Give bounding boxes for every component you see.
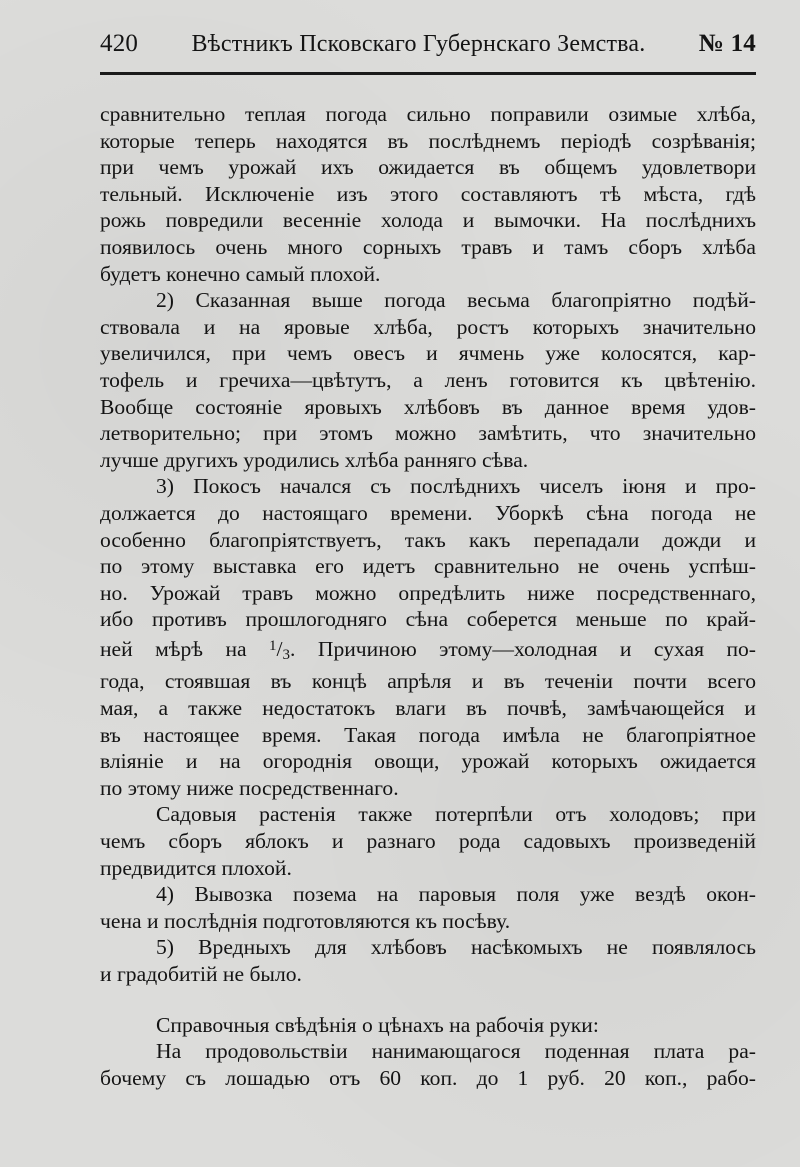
text-line: рожь повредили весенніе холода и вымочки. На послѣднихъ [100, 208, 756, 233]
text-line: тофель и гречиха—цвѣтутъ, а ленъ готовится къ цвѣтенію. [100, 367, 756, 392]
text-line: чемъ сборъ яблокъ и разнаго рода садовыхъ произведеній [100, 829, 756, 854]
running-header [100, 30, 756, 70]
text-line: 3) Покосъ начался съ послѣднихъ чиселъ іюня и про- [156, 474, 756, 499]
page [100, 30, 756, 1091]
text-line: чена и послѣднія подготовляются къ посѣву. [100, 908, 511, 933]
text-line: при чемъ урожай ихъ ожидается въ общемъ удовлетвори [100, 155, 756, 180]
text-line: Садовыя растенія также потерпѣли отъ холодовъ; при [156, 802, 756, 827]
text-line: Вообще состояніе яровыхъ хлѣбовъ въ данное время удов- [100, 394, 756, 419]
text-line: 5) Вредныхъ для хлѣбовъ насѣкомыхъ не появлялось [156, 935, 756, 960]
text-line: будетъ конечно самый плохой. [100, 261, 381, 286]
text-line: летворительно; при этомъ можно замѣтить, что значительно [100, 421, 756, 446]
body-text [100, 101, 756, 1091]
text-line: предвидится плохой. [100, 855, 292, 880]
journal-title: Вѣстникъ Псковскаго Губернскаго Земства. [191, 31, 646, 57]
issue-number: № 14 [698, 30, 756, 57]
text-line: 4) Вывозка позема на паровыя поля уже вездѣ окон- [156, 882, 756, 907]
text-line: по этому выставка его идетъ сравнительно не очень успѣш- [100, 554, 756, 579]
text-line: года, стоявшая въ концѣ апрѣля и въ теченіи почти всего [100, 669, 756, 694]
fraction-denominator: 3 [282, 646, 291, 663]
header-rule [100, 72, 756, 75]
text-line: тельный. Исключеніе изъ этого составляютъ тѣ мѣста, гдѣ [100, 181, 756, 206]
text-line: бочему съ лошадью отъ 60 коп. до 1 руб. 20 коп., рабо- [100, 1065, 756, 1090]
text-line: ибо противъ прошлогодняго сѣна соберется меньше по край- [100, 607, 756, 632]
text-line: 2) Сказанная выше погода весьма благопріятно подѣй- [156, 288, 756, 313]
text-line: сравнительно теплая погода сильно поправили озимые хлѣба, [100, 102, 756, 126]
text-fragment: ней мѣрѣ на [100, 636, 270, 661]
text-line: должается до настоящаго времени. Уборкѣ сѣна погода не [100, 500, 756, 525]
section-heading: Справочныя свѣдѣнія о цѣнахъ на рабочія руки: [156, 1012, 599, 1037]
text-line: ствовала и на яровые хлѣба, ростъ которыхъ значительно [100, 314, 756, 339]
text-line: ней мѣрѣ на $^1$/3. Причиною этому—холодная и сухая по- [100, 636, 756, 663]
text-line: въ настоящее время. Такая погода имѣла не благопріятное [100, 722, 756, 747]
text-line: увеличился, при чемъ овесъ и ячмень уже колосятся, кар- [100, 341, 756, 366]
text-line: лучше другихъ уродились хлѣба ранняго сѣва. [100, 447, 529, 472]
text-line: На продовольствіи нанимающагося поденная плата ра- [156, 1039, 756, 1064]
text-line: и градобитій не было. [100, 962, 302, 986]
text-line: особенно благопріятствуетъ, такъ какъ перепадали дожди и [100, 527, 756, 552]
text-line: мая, а также недостатокъ влаги въ почвѣ, замѣчающейся и [100, 696, 756, 721]
text-fragment: . Причиною этому—холодная и сухая по- [290, 636, 756, 661]
text-line: которые теперь находятся въ послѣднемъ періодѣ созрѣванія; [100, 128, 756, 153]
text-line: появилось очень много сорныхъ травъ и тамъ сборъ хлѣба [100, 234, 756, 259]
text-line: по этому ниже посредственнаго. [100, 775, 399, 800]
fraction-numerator: 1 [269, 637, 277, 654]
page-number: 420 [100, 30, 139, 57]
text-line: но. Урожай травъ можно опредѣлить ниже посредственнаго, [100, 580, 756, 605]
text-line: вліяніе и на огороднія овощи, урожай которыхъ ожидается [100, 749, 756, 774]
